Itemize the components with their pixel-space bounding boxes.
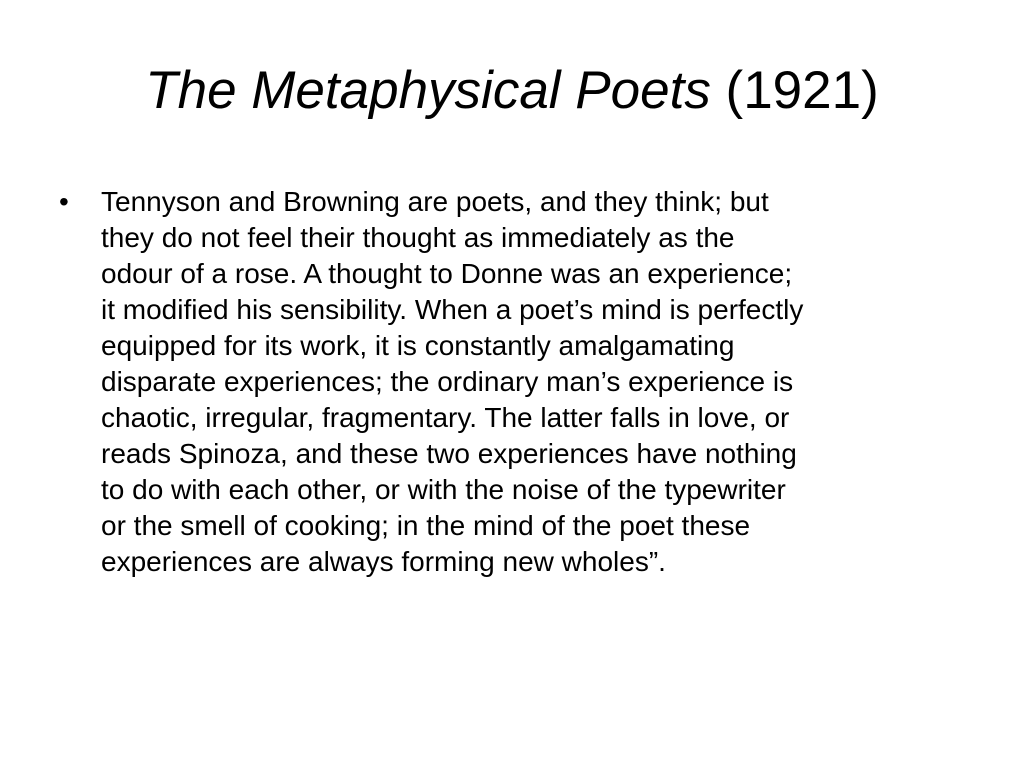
bullet-item — [56, 184, 968, 580]
slide-title-year: (1921) — [710, 61, 879, 120]
slide-title — [0, 62, 1024, 120]
bullet-text-line: disparate experiences; the ordinary man’s experience is — [101, 366, 794, 397]
bullet-text-line: experiences are always forming new wholes”. — [101, 546, 666, 577]
bullet-text-line: chaotic, irregular, fragmentary. The latter falls in love, or — [101, 402, 790, 433]
bullet-text-line: to do with each other, or with the noise of the typewriter — [101, 474, 786, 505]
bullet-text-line: they do not feel their thought as immediately as the — [101, 222, 735, 253]
bullet-text-line: equipped for its work, it is constantly amalgamating — [101, 330, 735, 361]
bullet-text-line: Tennyson and Browning are poets, and they think; but — [101, 186, 769, 217]
bullet-text-line: odour of a rose. A thought to Donne was an experience; — [101, 258, 793, 289]
bullet-text-line: it modified his sensibility. When a poet’s mind is perfectly — [101, 294, 804, 325]
bullet-icon: • — [59, 186, 69, 217]
bullet-list — [56, 184, 968, 580]
bullet-text-line: or the smell of cooking; in the mind of the poet these — [101, 510, 751, 541]
slide-title-italic: The Metaphysical Poets — [145, 61, 711, 120]
bullet-text-line: reads Spinoza, and these two experiences have nothing — [101, 438, 797, 469]
